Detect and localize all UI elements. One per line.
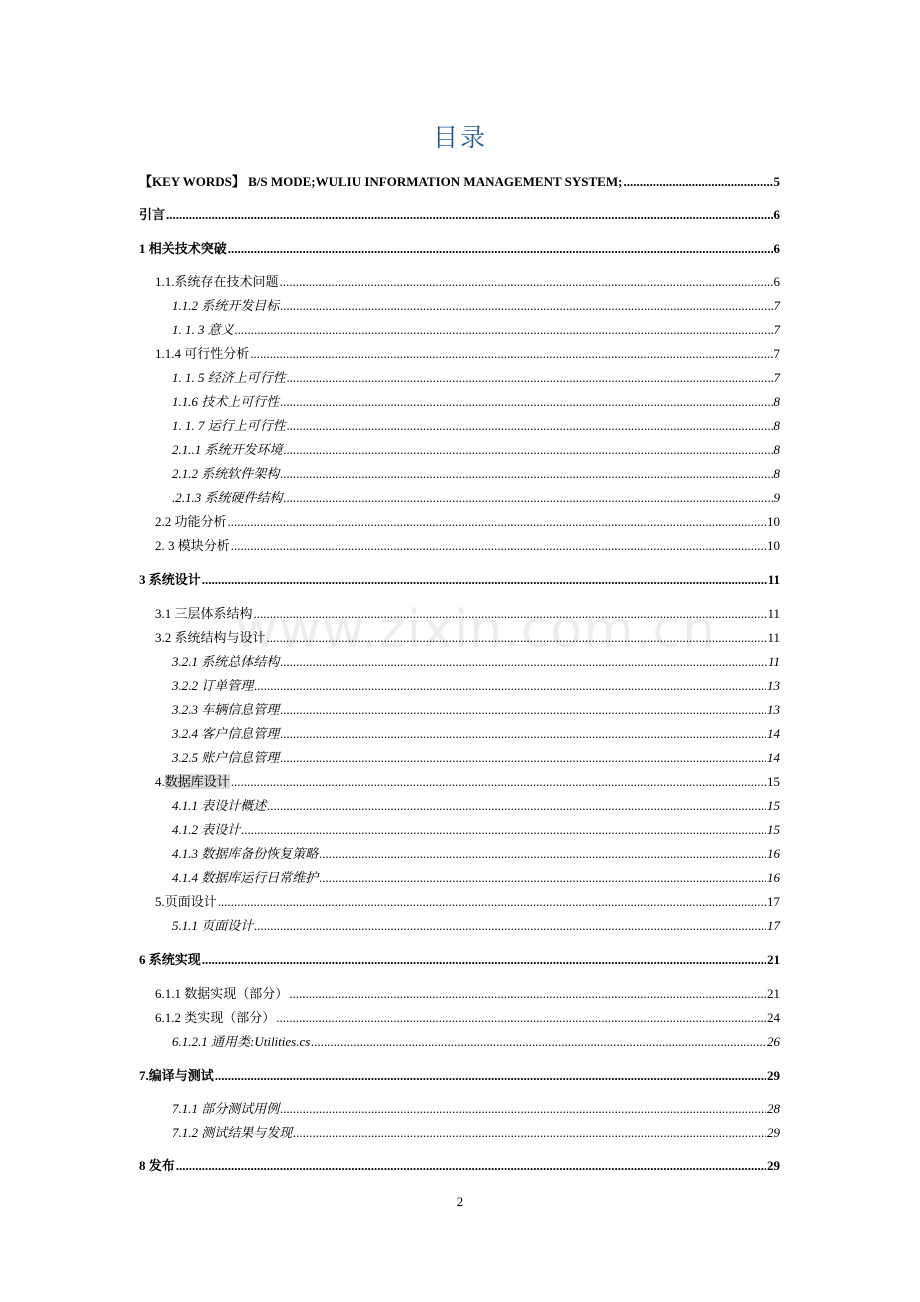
toc-entry[interactable]: [155, 893, 780, 911]
toc-page-number: 13: [767, 678, 780, 693]
toc-entry-title: 2. 3 模块分析: [155, 538, 230, 553]
toc-entry-title: 引言: [139, 207, 166, 222]
toc-entry-title: 5.页面设计: [155, 894, 217, 909]
toc-entry[interactable]: [139, 240, 780, 258]
toc-entry-title: 1. 1. 5 经济上可行性: [172, 370, 286, 385]
toc-entry-title: 8 发布: [139, 1158, 175, 1173]
toc-page-number: 24: [767, 1010, 780, 1025]
toc-entry[interactable]: [155, 629, 780, 647]
toc-entry[interactable]: [172, 653, 780, 671]
toc-entry[interactable]: [139, 206, 780, 224]
toc-entry[interactable]: [172, 465, 780, 483]
toc-entry-title: 7.编译与测试: [139, 1068, 214, 1083]
page-title: 目录: [432, 123, 487, 152]
dot-leader: [287, 369, 773, 387]
dot-leader: [228, 513, 766, 531]
toc-page-number: 9: [773, 490, 780, 505]
toc-page-number: 8: [773, 418, 780, 433]
toc-entry-title: .2.1.3 系统硬件结构: [172, 490, 283, 505]
toc-entry-title: 2.2 功能分析: [155, 514, 227, 529]
toc-entry[interactable]: [172, 821, 780, 839]
toc-page-number: 7: [773, 346, 780, 361]
toc-entry-title: 1.1.4 可行性分析: [155, 346, 250, 361]
dot-leader: [623, 173, 772, 191]
toc-page-number: 10: [767, 538, 780, 553]
toc-entry[interactable]: [172, 677, 780, 695]
dot-leader: [280, 701, 766, 719]
toc-page-number: 11: [767, 654, 780, 669]
dot-leader: [311, 1033, 766, 1051]
toc-entry-title: 4.1.4 数据库运行日常维护: [172, 870, 319, 885]
toc-entry[interactable]: [172, 725, 780, 743]
dot-leader: [280, 465, 772, 483]
toc-page-number: 28: [767, 1101, 780, 1116]
dot-leader: [202, 571, 767, 589]
toc-page-number: 15: [767, 822, 780, 837]
page-number: 2: [456, 1194, 464, 1209]
toc-entry[interactable]: [172, 797, 780, 815]
dot-leader: [287, 417, 773, 435]
dot-leader: [215, 1067, 766, 1085]
toc-entry[interactable]: [139, 1157, 780, 1175]
dot-leader: [293, 1124, 766, 1142]
toc-entry[interactable]: [172, 749, 780, 767]
toc-entry-title: 6 系统实现: [139, 952, 201, 967]
toc-entry[interactable]: [172, 1100, 780, 1118]
toc-entry[interactable]: [172, 297, 780, 315]
toc-entry[interactable]: [172, 701, 780, 719]
toc-entry[interactable]: [155, 985, 780, 1003]
dot-leader: [228, 240, 773, 258]
dot-leader: [267, 797, 766, 815]
toc-entry-title: 7.1.1 部分测试用例: [172, 1101, 280, 1116]
toc-entry-title: 【KEY WORDS】 B/S MODE;WULIU INFORMATION MANAGEMENT SYSTEM;: [139, 174, 623, 189]
toc-entry-title: 3.2.1 系统总体结构: [172, 654, 280, 669]
toc-entry-title: 1.1.6 技术上可行性: [172, 394, 280, 409]
toc-entry[interactable]: [172, 441, 780, 459]
watermark: www.zixin.com.cn: [235, 600, 716, 660]
toc-page-number: 8: [773, 466, 780, 481]
toc-entry[interactable]: [139, 1067, 780, 1085]
dot-leader: [254, 677, 766, 695]
toc-page-number: 15: [767, 798, 780, 813]
toc-entry[interactable]: [172, 417, 780, 435]
toc-entry[interactable]: [139, 951, 780, 969]
toc-entry[interactable]: [172, 393, 780, 411]
toc-entry-title: 4.1.3 数据库备份恢复策略: [172, 846, 319, 861]
dot-leader: [280, 653, 767, 671]
toc-entry-title: 3.2.3 车辆信息管理: [172, 702, 280, 717]
toc-entry[interactable]: [172, 1033, 780, 1051]
toc-page-number: 16: [767, 870, 780, 885]
toc-entry-title: 5.1.1 页面设计: [172, 918, 254, 933]
toc-entry-title: 7.1.2 测试结果与发现: [172, 1125, 293, 1140]
toc-entry-title: 3.2.2 订单管理: [172, 678, 254, 693]
toc-entry-title: 1 相关技术突破: [139, 241, 227, 256]
toc-entry[interactable]: [172, 845, 780, 863]
toc-entry-title: 2.1..1 系统开发环境: [172, 442, 283, 457]
toc-page-number: 10: [767, 514, 780, 529]
dot-leader: [202, 951, 766, 969]
toc-page-number: 6: [773, 274, 780, 289]
dot-leader: [284, 489, 773, 507]
toc-page-number: 6: [773, 207, 780, 222]
dot-leader: [280, 1100, 766, 1118]
toc-page-number: 11: [767, 630, 780, 645]
toc-page-number: 21: [767, 986, 780, 1001]
toc-entry[interactable]: [155, 537, 780, 555]
dot-leader: [166, 206, 772, 224]
dot-leader: [231, 773, 766, 791]
toc-page-number: 7: [773, 370, 780, 385]
toc-entry-title: 2.1.2 系统软件架构: [172, 466, 280, 481]
toc-entry[interactable]: [155, 345, 780, 363]
toc-page-number: 11: [767, 606, 780, 621]
toc-entry[interactable]: [155, 273, 780, 291]
toc-page-number: 16: [767, 846, 780, 861]
toc-page-number: 17: [767, 918, 780, 933]
dot-leader: [176, 1157, 766, 1175]
toc-page-number: 14: [767, 726, 780, 741]
toc-page-number: 5: [773, 174, 780, 189]
toc-entry[interactable]: [172, 917, 780, 935]
toc-entry-title: 3.1 三层体系结构: [155, 606, 253, 621]
toc-page-number: 29: [767, 1068, 780, 1083]
toc-page-number: 13: [767, 702, 780, 717]
toc-page-number: 29: [767, 1158, 780, 1173]
dot-leader: [284, 441, 773, 459]
toc-entry[interactable]: [155, 605, 780, 623]
toc-entry-title: 4.1.2 表设计: [172, 822, 241, 837]
toc-page-number: 15: [767, 774, 780, 789]
dot-leader: [280, 393, 772, 411]
toc-entry[interactable]: [155, 513, 780, 531]
toc-page-number: 17: [767, 894, 780, 909]
toc-page-number: 6: [773, 241, 780, 256]
toc-page-number: 7: [773, 322, 780, 337]
toc-entry[interactable]: [155, 1009, 780, 1027]
toc-entry-title: 3.2.5 账户信息管理: [172, 750, 280, 765]
dot-leader: [276, 1009, 766, 1027]
toc-entry-title: 4.1.1 表设计概述: [172, 798, 267, 813]
dot-leader: [254, 917, 766, 935]
toc-page-number: 11: [767, 572, 780, 587]
toc-entry[interactable]: [172, 869, 780, 887]
toc-entry-title: 6.1.2 类实现（部分）: [155, 1010, 276, 1025]
toc-page-number: 21: [767, 952, 780, 967]
toc-entry[interactable]: [139, 173, 780, 191]
dot-leader: [319, 845, 766, 863]
dot-leader: [250, 345, 772, 363]
toc-entry[interactable]: [155, 773, 780, 791]
toc-page-number: 8: [773, 442, 780, 457]
toc-page-number: 8: [773, 394, 780, 409]
toc-entry-title: 3.2.4 客户信息管理: [172, 726, 280, 741]
dot-leader: [289, 985, 766, 1003]
toc-entry-title: 3 系统设计: [139, 572, 201, 587]
dot-leader: [280, 297, 772, 315]
toc-entry-title: 1.1.2 系统开发目标: [172, 298, 280, 313]
dot-leader: [280, 749, 766, 767]
dot-leader: [254, 605, 767, 623]
dot-leader: [280, 273, 773, 291]
highlighted-text: 数据库设计: [164, 774, 230, 789]
toc-entry[interactable]: [172, 1124, 780, 1142]
toc-entry-title: 6.1.2.1 通用类:Utilities.cs: [172, 1034, 311, 1049]
dot-leader: [280, 725, 766, 743]
toc-entry-title: 1. 1. 7 运行上可行性: [172, 418, 286, 433]
toc-page-number: 29: [767, 1125, 780, 1140]
dot-leader: [267, 629, 767, 647]
toc-entry[interactable]: [172, 369, 780, 387]
toc-entry-title: 1.1.系统存在技术问题: [155, 274, 279, 289]
toc-entry[interactable]: [172, 489, 780, 507]
dot-leader: [235, 321, 773, 339]
dot-leader: [241, 821, 766, 839]
toc-entry-title: 6.1.1 数据实现（部分）: [155, 986, 289, 1001]
toc-page-number: 7: [773, 298, 780, 313]
dot-leader: [218, 893, 766, 911]
toc-page-number: 14: [767, 750, 780, 765]
toc-entry[interactable]: [172, 321, 780, 339]
dot-leader: [231, 537, 766, 555]
toc-entry[interactable]: [139, 571, 780, 589]
toc-entry-title: 3.2 系统结构与设计: [155, 630, 266, 645]
toc-entry-title: 4.数据库设计: [155, 774, 230, 789]
dot-leader: [319, 869, 766, 887]
toc-page-number: 26: [767, 1034, 780, 1049]
toc-entry-title: 1. 1. 3 意义: [172, 322, 234, 337]
